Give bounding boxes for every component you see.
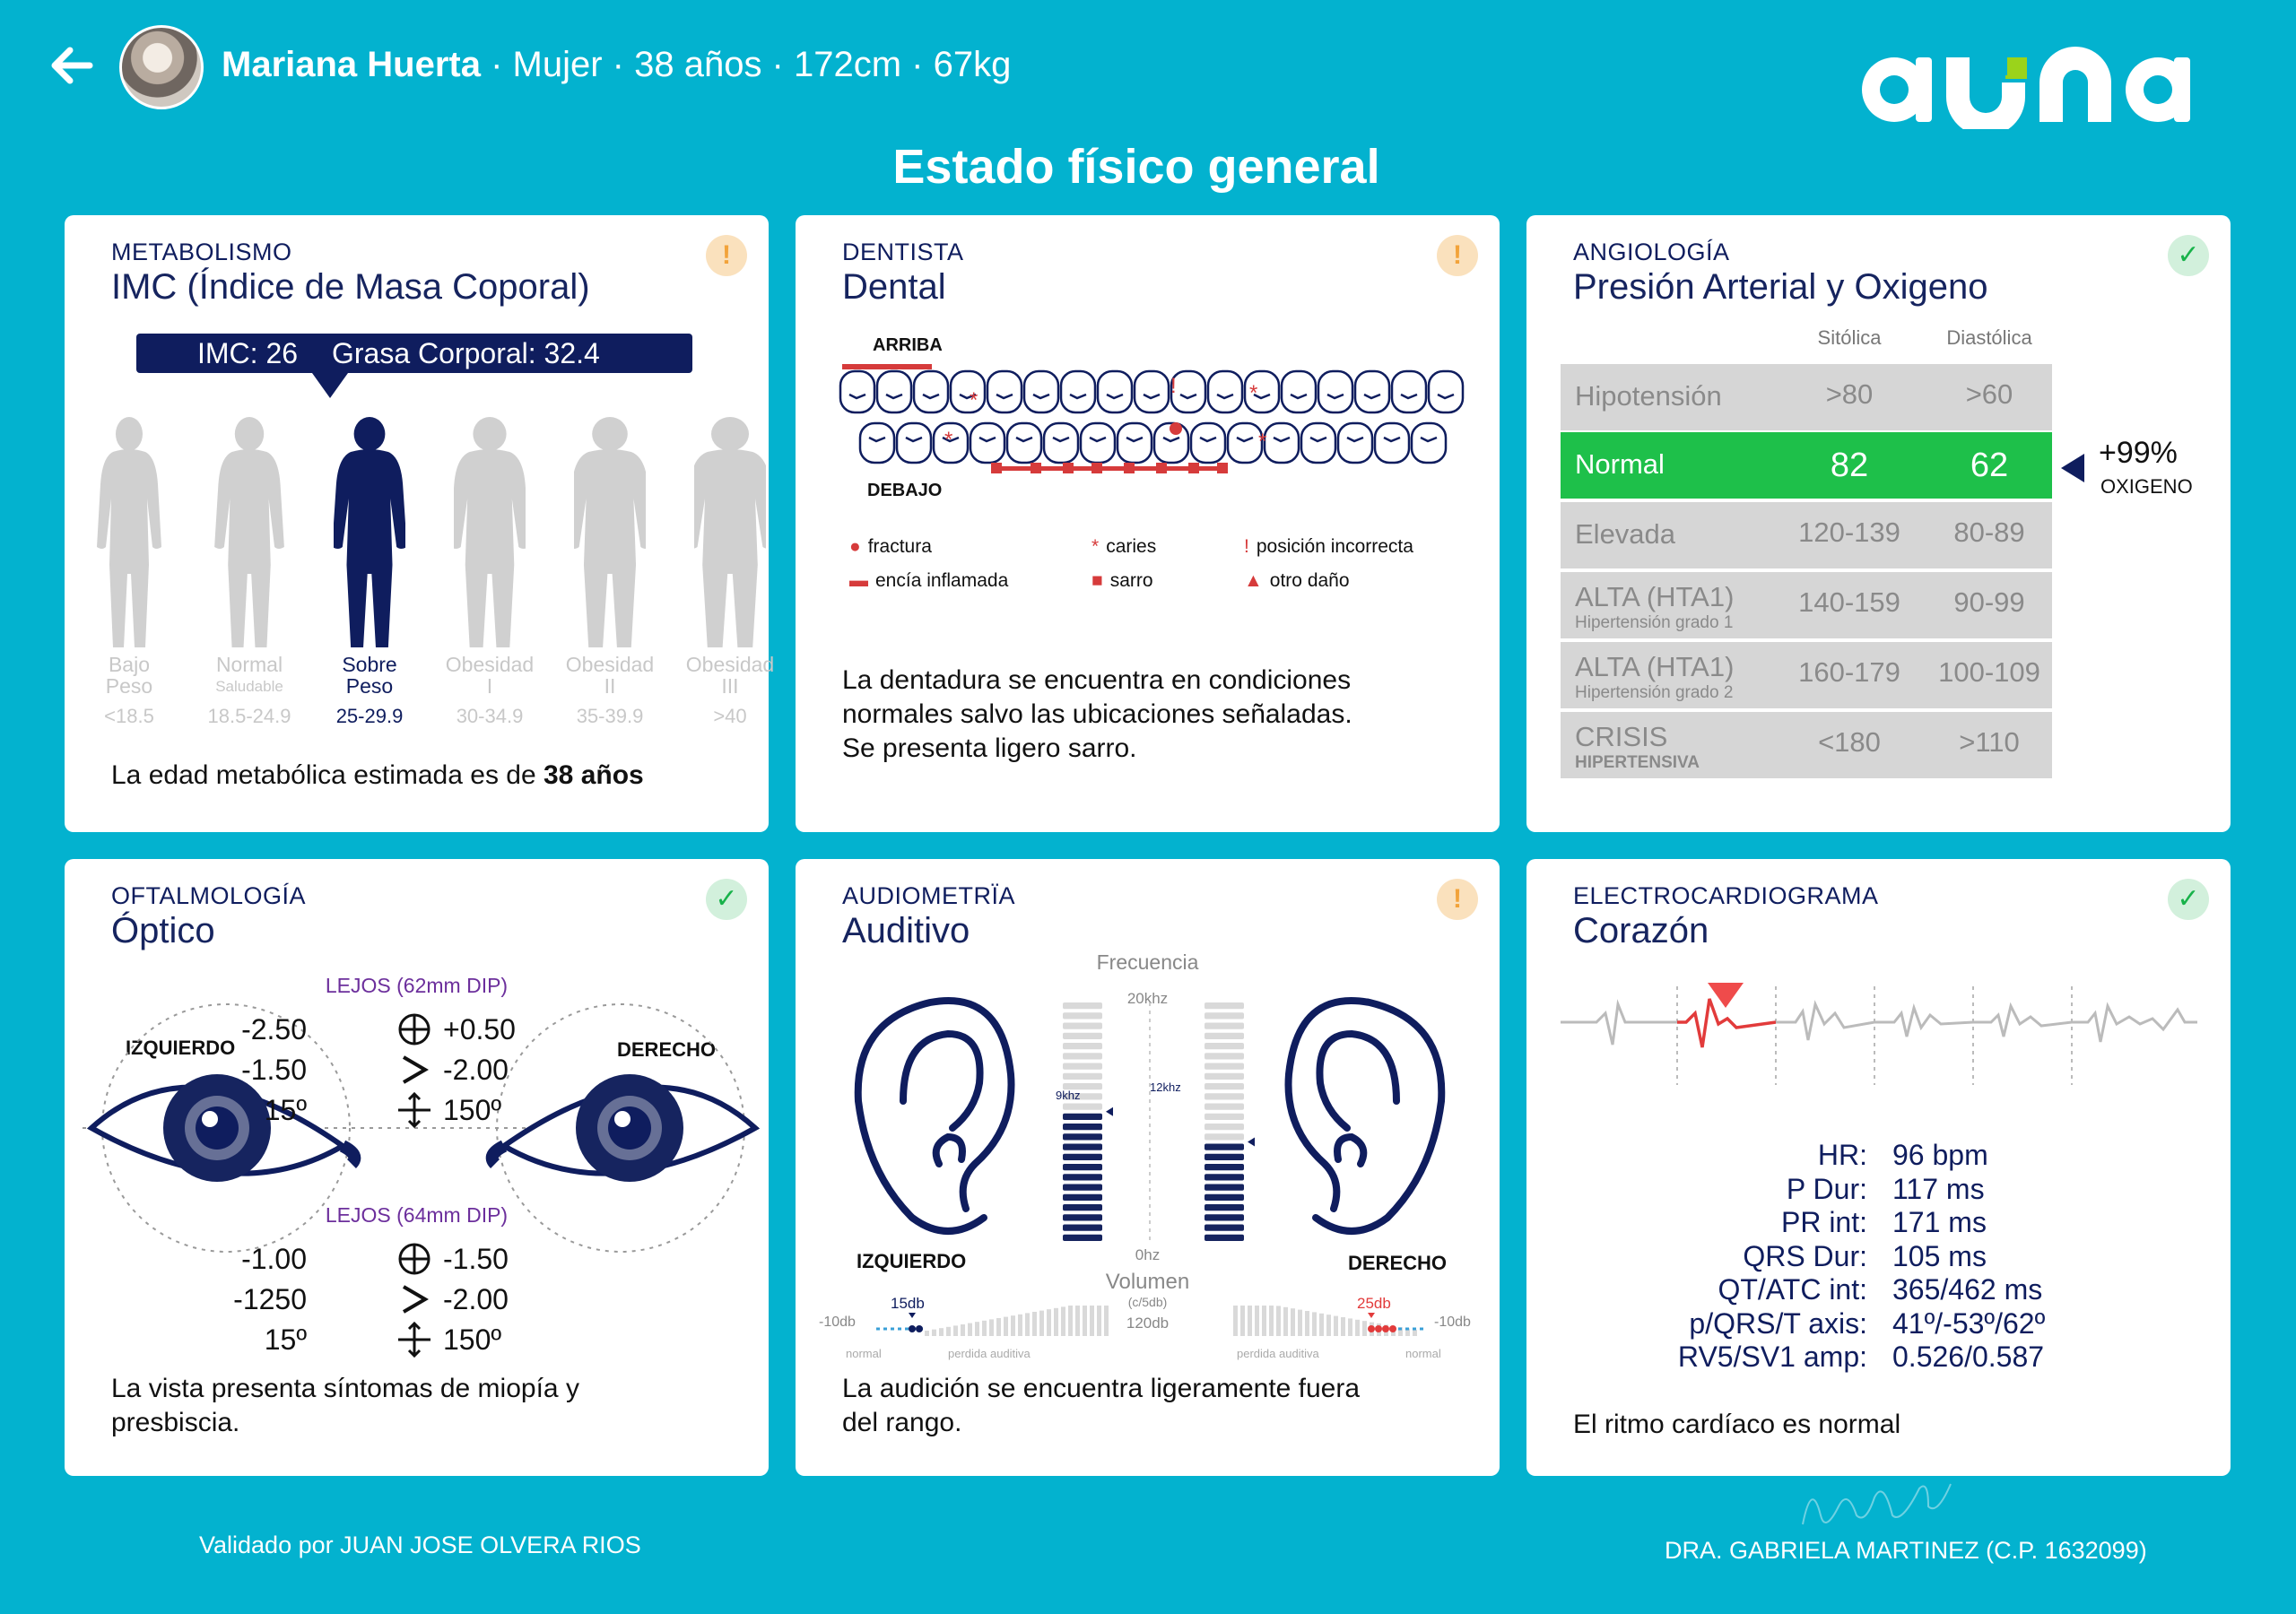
ecg-metric-value: 117 ms (1892, 1172, 1985, 1205)
dental-note (842, 664, 1352, 766)
note-line: presbiscia. (111, 1408, 240, 1437)
rx-right-value: +0.50 (443, 1013, 516, 1046)
bmi-category-name: Obesidad (565, 653, 655, 676)
bmi-range: 25-29.9 (335, 705, 404, 727)
legend-symbol-icon: * (1091, 536, 1100, 557)
rx-left-value: 15º (264, 1323, 307, 1356)
imc-value: IMC: 26 (197, 337, 299, 369)
ecg-metric-label: RV5/SV1 amp: (1677, 1341, 1867, 1373)
card-title: Corazón (1573, 911, 1709, 950)
check-icon: ✓ (706, 879, 747, 920)
ecg-marker (1708, 983, 1744, 1008)
legend-label: otro daño (1269, 570, 1350, 591)
card-title: Presión Arterial y Oxigeno (1573, 267, 1988, 307)
bp-row (1561, 364, 2052, 430)
bmi-range: 35-39.9 (576, 705, 644, 727)
legend-symbol-icon: ▲ (1244, 570, 1263, 591)
bp-category: ALTA (HTA1) (1575, 581, 1735, 612)
bmi-category-name: Obesidad (685, 653, 775, 676)
corazon-note: El ritmo cardíaco es normal (1573, 1410, 1901, 1439)
bmi-category-name: Normal (215, 653, 283, 676)
left-db-value: 15db (891, 1295, 925, 1312)
validated-prefix: Validado por (199, 1532, 341, 1558)
bp-diastolic: 100-109 (1938, 656, 2040, 688)
svg-text:*: * (944, 428, 953, 452)
bp-row (1561, 712, 2052, 778)
right-db-value: 25db (1357, 1295, 1391, 1312)
doctor-signature (1794, 1471, 1955, 1542)
warning-icon: ! (1437, 235, 1478, 276)
axis-cross-icon (396, 1092, 432, 1128)
bp-systolic: 120-139 (1798, 516, 1900, 548)
card-dental[interactable] (796, 215, 1500, 832)
card-auditivo[interactable] (796, 859, 1500, 1476)
patient-name: Mariana Huerta (222, 45, 481, 84)
optico-note (111, 1372, 579, 1440)
ecg-metric-label: QRS Dur: (1743, 1239, 1867, 1272)
axis-cross-icon (396, 1322, 432, 1358)
validator-name: JUAN JOSE OLVERA RIOS (340, 1532, 641, 1558)
rx-right-value: 150º (443, 1094, 502, 1126)
ecg-metric-value: 96 bpm (1892, 1139, 1988, 1171)
ecg-metric-value: 105 ms (1892, 1239, 1987, 1272)
rx-right-value: 150º (443, 1323, 502, 1356)
legend-item (849, 570, 1008, 592)
oxygen-label: OXIGENO (2100, 475, 2193, 498)
card-metabolismo[interactable] (65, 215, 775, 832)
check-icon: ✓ (2168, 879, 2209, 920)
card-category: ELECTROCARDIOGRAMA (1573, 882, 1879, 909)
bmi-category-sub: Peso (105, 674, 153, 698)
bp-diastolic: >110 (1959, 726, 2020, 758)
doctor-name: DRA. GABRIELA MARTINEZ (C.P. 1632099) (1665, 1537, 2147, 1564)
warning-icon: ! (1437, 879, 1478, 920)
rx-left-value: 15º (264, 1094, 307, 1126)
card-corazon[interactable] (1526, 859, 2231, 1476)
card-category: DENTISTA (842, 239, 964, 265)
col-sistolica: Sitólica (1817, 326, 1882, 349)
patient-header (222, 45, 1011, 85)
bmi-category-sub: Peso (345, 674, 394, 698)
bp-category: Elevada (1575, 518, 1676, 550)
svg-text:*: * (1249, 381, 1258, 405)
ecg-metric-label: p/QRS/T axis: (1689, 1306, 1867, 1340)
bmi-category-sub: II (604, 674, 616, 698)
body-figure (694, 412, 766, 655)
note-prefix: La edad metabólica estimada es de (111, 760, 544, 790)
auditivo-note (842, 1372, 1360, 1440)
dental-chart (822, 350, 1468, 475)
legend-label: encía inflamada (875, 570, 1009, 591)
card-category: ANGIOLOGÍA (1573, 239, 1730, 265)
volume-label: Volumen (1105, 1270, 1190, 1294)
bp-category: ALTA (HTA1) (1575, 651, 1735, 682)
bp-diastolic: 90-99 (1953, 586, 2025, 618)
card-category: METABOLISMO (111, 239, 292, 265)
bmi-range: >40 (713, 705, 747, 727)
bp-row (1561, 642, 2052, 708)
right-eye-label: DERECHO (617, 1038, 717, 1061)
ecg-trace (1561, 977, 2197, 1085)
volume-scales (849, 1306, 1450, 1356)
bmi-category-name: Bajo (108, 653, 151, 676)
bmi-category-sub: Saludable (215, 678, 283, 695)
right-ear-label: DERECHO (1348, 1252, 1448, 1274)
body-figure (574, 412, 646, 655)
card-title: Dental (842, 267, 946, 307)
note-line: La audición se encuentra ligeramente fuera (842, 1374, 1361, 1403)
legend-label: fractura (867, 536, 932, 557)
right-freq-marker: 12khz (1150, 1080, 1181, 1094)
bp-category: CRISIS (1575, 721, 1668, 752)
bp-diastolic: 62 (1970, 447, 2009, 484)
bp-row (1561, 572, 2052, 638)
svg-text:*: * (1258, 430, 1267, 454)
body-figure (93, 412, 165, 655)
check-icon: ✓ (2168, 235, 2209, 276)
validated-by (199, 1532, 641, 1559)
body-figure (334, 412, 405, 655)
bmi-category-sub: III (721, 674, 739, 698)
crosshair-icon (396, 1011, 432, 1047)
loss-label-right: perdida auditiva (1237, 1347, 1319, 1360)
bp-systolic: <180 (1818, 726, 1881, 758)
volume-unit: (c/5db) (1127, 1295, 1168, 1309)
bmi-range: 18.5-24.9 (207, 705, 291, 727)
card-optico[interactable] (65, 859, 769, 1476)
selected-pointer (312, 373, 348, 398)
arrow-left-icon (47, 41, 95, 90)
rx-right-value: -1.50 (443, 1243, 509, 1275)
frequency-label: Frecuencia (1096, 950, 1199, 974)
avatar[interactable] (119, 25, 204, 109)
legend-symbol-icon: ! (1244, 536, 1249, 557)
brand-logo (1848, 30, 2206, 129)
bmi-category-sub: I (486, 674, 493, 698)
normal-label-left: normal (846, 1347, 882, 1360)
body-figure (454, 412, 526, 655)
back-button[interactable] (47, 41, 95, 90)
note-line: La dentadura se encuentra en condiciones (842, 665, 1352, 695)
card-angiologia[interactable] (1526, 215, 2231, 832)
left-ear-label: IZQUIERDO (857, 1250, 967, 1272)
bp-category: Hipotensión (1575, 380, 1722, 412)
bmi-range: <18.5 (104, 705, 154, 727)
freq-top-label: 20khz (1126, 990, 1169, 1007)
rx-right-value: -2.00 (443, 1054, 509, 1086)
legend-label: sarro (1109, 570, 1153, 591)
ecg-metric-label: QT/ATC int: (1718, 1273, 1867, 1306)
card-category: OFTALMOLOGÍA (111, 882, 307, 909)
bmi-category-name: Obesidad (445, 653, 535, 676)
metabolic-age: 38 años (543, 760, 644, 790)
rx-right-value: -2.00 (443, 1283, 509, 1315)
legend-symbol-icon: ■ (1091, 570, 1103, 591)
rx-left-value: -2.50 (241, 1013, 307, 1046)
oxygen-value: +99% (2099, 436, 2178, 470)
volume-value: 120db (1126, 1315, 1170, 1332)
card-title: IMC (Índice de Masa Coporal) (111, 267, 590, 307)
bp-subcategory: Hipertensión grado 2 (1575, 683, 1734, 702)
left-freq-marker: 9khz (1056, 1089, 1081, 1102)
ecg-metric-label: PR int: (1780, 1206, 1867, 1238)
bp-systolic: 140-159 (1798, 586, 1900, 618)
lower-teeth-label: DEBAJO (867, 481, 943, 500)
normal-label-right: normal (1405, 1347, 1441, 1360)
bp-row (1561, 502, 2052, 568)
ears-illustration (849, 994, 1450, 1254)
near-rx-label: LEJOS (64mm DIP) (325, 1203, 509, 1227)
upper-teeth-label: ARRIBA (873, 335, 943, 355)
bp-row (1561, 432, 2052, 499)
bp-systolic: 82 (1830, 447, 1869, 484)
note-line: La vista presenta síntomas de miopía y (111, 1374, 579, 1403)
bp-category: Normal (1575, 448, 1665, 480)
left-scale-min: -10db (819, 1315, 856, 1330)
loss-label-left: perdida auditiva (948, 1347, 1031, 1360)
page-title: Estado físico general (892, 140, 1380, 194)
body-figure (213, 412, 285, 655)
warning-icon: ! (706, 235, 747, 276)
legend-label: posición incorrecta (1256, 536, 1413, 557)
legend-label: caries (1106, 536, 1157, 557)
imc-banner (136, 334, 692, 373)
legend-item (1244, 570, 1350, 592)
ecg-metric-label: P Dur: (1786, 1172, 1867, 1205)
far-rx-label: LEJOS (62mm DIP) (325, 974, 509, 997)
rx-left-value: -1250 (233, 1283, 307, 1315)
rx-left-value: -1.50 (241, 1054, 307, 1086)
legend-item (849, 536, 932, 558)
col-diastolica: Diastólica (1946, 326, 2032, 349)
legend-item (1091, 570, 1153, 592)
chevron-right-icon (396, 1052, 432, 1088)
svg-text:*: * (970, 388, 978, 412)
metabolismo-note (111, 759, 644, 793)
bmi-range: 30-34.9 (456, 705, 524, 727)
bp-systolic: >80 (1825, 378, 1874, 410)
bp-diastolic: >60 (1965, 378, 2013, 410)
card-title: Auditivo (842, 911, 970, 950)
oxygen-pointer (2061, 454, 2084, 482)
ecg-metric-value: 365/462 ms (1892, 1273, 2043, 1306)
bp-diastolic: 80-89 (1953, 516, 2025, 548)
ecg-metric-value: 0.526/0.587 (1892, 1341, 2045, 1373)
crosshair-icon (396, 1241, 432, 1277)
patient-details: · Mujer · 38 años · 172cm · 67kg (480, 45, 1012, 84)
note-line: del rango. (842, 1408, 962, 1437)
bp-subcategory: HIPERTENSIVA (1575, 753, 1700, 772)
rx-left-value: -1.00 (241, 1243, 307, 1275)
ecg-metric-value: 41º/-53º/62º (1892, 1306, 2046, 1340)
right-scale-min: -10db (1434, 1315, 1471, 1330)
left-eye-label: IZQUIERDO (126, 1037, 236, 1059)
chevron-right-icon (396, 1281, 432, 1317)
ecg-metric-value: 171 ms (1892, 1206, 1987, 1238)
legend-symbol-icon: ● (849, 536, 861, 557)
note-line: Se presenta ligero sarro. (842, 733, 1137, 763)
card-category: AUDIOMETRÏA (842, 882, 1016, 909)
note-line: normales salvo las ubicaciones señaladas. (842, 699, 1352, 729)
bmi-category-name: Sobre (342, 653, 397, 676)
legend-symbol-icon: ▬ (849, 570, 868, 591)
legend-item (1091, 536, 1156, 558)
card-title: Óptico (111, 911, 215, 950)
bp-subcategory: Hipertensión grado 1 (1575, 613, 1734, 632)
freq-bottom-label: 0hz (1135, 1246, 1161, 1263)
bp-systolic: 160-179 (1798, 656, 1900, 688)
ecg-metric-label: HR: (1817, 1139, 1867, 1171)
legend-item (1244, 536, 1413, 558)
body-fat-value: Grasa Corporal: 32.4 (332, 337, 600, 369)
svg-text:!: ! (1170, 374, 1177, 398)
